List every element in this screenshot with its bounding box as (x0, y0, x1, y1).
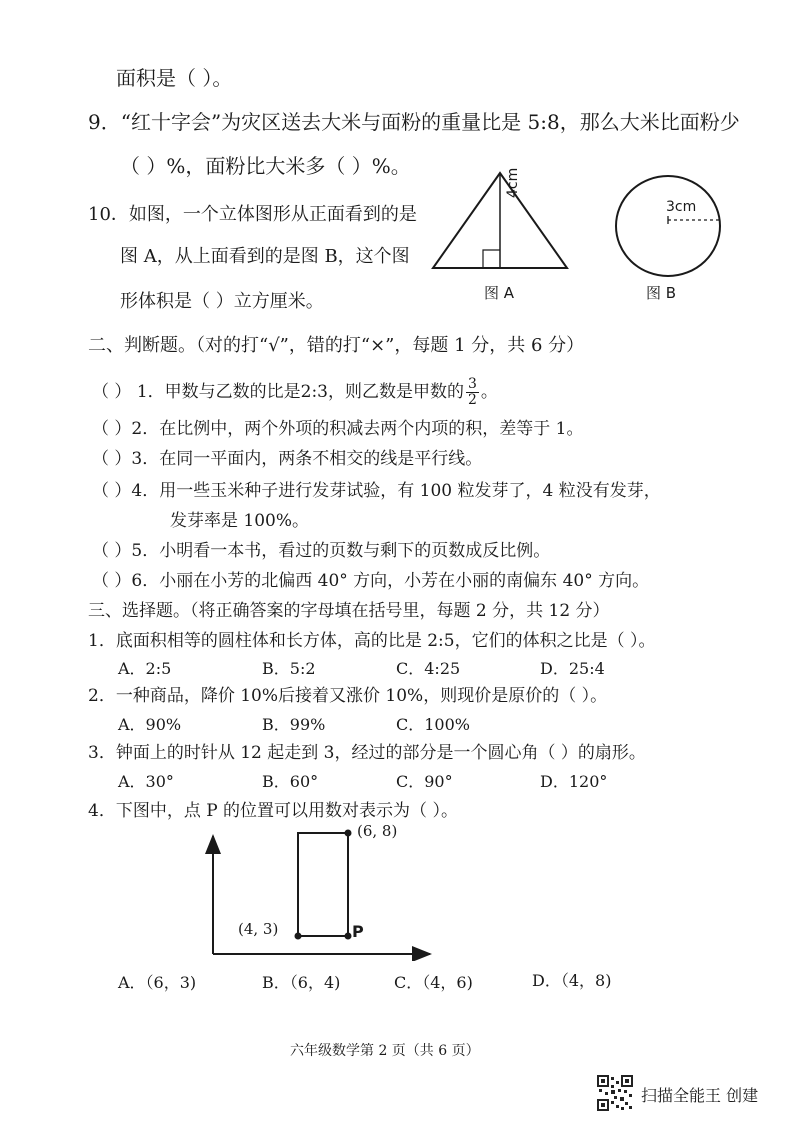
q10-line1: 10．如图，一个立体图形从正面看到的是 (88, 204, 417, 225)
point-label-4-3: (4, 3) (238, 920, 279, 938)
choice-q1-d[interactable]: D．25:4 (540, 659, 605, 678)
choice-q2-a[interactable]: A．90% (118, 715, 182, 734)
judgment-paren[interactable]: （ ） (92, 541, 132, 561)
judgment-paren[interactable]: （ ） (92, 571, 132, 591)
fraction-3-2: $\frac{3}{2}$ (468, 376, 477, 408)
choice-q3-b[interactable]: B．60° (262, 772, 319, 791)
q10-line2: 图 A，从上面看到的是图 B，这个图 (120, 246, 410, 267)
choice-q2-c[interactable]: C．100% (396, 715, 470, 734)
choice-q1-a[interactable]: A．2:5 (118, 659, 172, 678)
qr-code-icon (597, 1075, 633, 1111)
figure-a-triangle (425, 168, 575, 273)
point-label-p: P (352, 922, 364, 941)
q8-continuation: 面积是（ ）。 (116, 66, 233, 90)
judgment-paren[interactable]: （ ） (92, 449, 132, 469)
choice-q2: 2．一种商品，降价 10%后接着又涨价 10%，则现价是原价的（ ）。 (88, 686, 608, 706)
scanner-watermark: 扫描全能王 创建 (641, 1086, 759, 1105)
choice-q3: 3．钟面上的时针从 12 起走到 3，经过的部分是一个圆心角（ ）的扇形。 (88, 743, 646, 763)
choice-q1-c[interactable]: C．4:25 (396, 659, 461, 678)
figure-b-circle (612, 172, 724, 280)
judgment-paren[interactable]: （ ） (92, 382, 132, 402)
figure-a-height-label: 4cm (505, 167, 521, 198)
coordinate-figure (200, 826, 440, 961)
judgment-text: 4．用一些玉米种子进行发芽试验，有 100 粒发芽了，4 粒没有发芽， (131, 481, 661, 501)
figure-a-caption: 图 A (484, 284, 515, 302)
choice-q4-b[interactable]: B．（6，4) (262, 973, 341, 992)
choice-q1-b[interactable]: B．5:2 (262, 659, 316, 678)
judgment-paren[interactable]: （ ） (92, 419, 132, 439)
q9-line2: （ ）%，面粉比大米多（ ）%。 (120, 154, 411, 178)
judgment-item-5 (92, 536, 550, 561)
judgment-heading: 二、判断题。（对的打“√”，错的打“×”，每题 1 分，共 6 分） (88, 335, 585, 356)
q10-line3: 形体积是（ ）立方厘米。 (120, 291, 324, 312)
judgment-text: 3．在同一平面内，两条不相交的线是平行线。 (131, 449, 483, 469)
judgment-text: 5．小明看一本书，看过的页数与剩下的页数成反比例。 (131, 541, 551, 561)
point-label-6-8: (6, 8) (357, 822, 398, 840)
judgment-text: 1．甲数与乙数的比是2:3，则乙数是甲数的 (136, 382, 464, 402)
judgment-text: 2．在比例中，两个外项的积减去两个内项的积，差等于 1。 (131, 419, 584, 439)
figure-b-caption: 图 B (646, 284, 677, 302)
page-footer: 六年级数学第 2 页（共 6 页） (290, 1043, 480, 1059)
choice-q1: 1．底面积相等的圆柱体和长方体，高的比是 2:5，它们的体积之比是（ ）。 (88, 631, 656, 651)
judgment-paren[interactable]: （ ） (92, 481, 132, 501)
choice-q4: 4．下图中，点 P 的位置可以用数对表示为（ ）。 (88, 801, 458, 821)
choice-q4-d[interactable]: D．（4，8) (532, 971, 612, 990)
point-6-8 (345, 830, 352, 837)
choice-q4-c[interactable]: C．（4，6) (394, 973, 473, 992)
rectangle-shape (298, 833, 348, 936)
judgment-item-2 (92, 414, 583, 439)
choice-q3-a[interactable]: A．30° (118, 772, 174, 791)
choice-q3-c[interactable]: C．90° (396, 772, 453, 791)
q9-line1: 9．“红十字会”为灾区送去大米与面粉的重量比是 5:8，那么大米比面粉少 (88, 110, 740, 134)
point-p (345, 933, 352, 940)
judgment-item-3 (92, 444, 482, 469)
figure-b-radius-label: 3cm (666, 199, 697, 215)
choice-q4-a[interactable]: A．（6，3) (118, 973, 197, 992)
judgment-item-6 (92, 566, 649, 591)
choice-q3-d[interactable]: D．120° (540, 772, 608, 791)
point-4-3 (295, 933, 302, 940)
judgment-text: 6．小丽在小芳的北偏西 40° 方向，小芳在小丽的南偏东 40° 方向。 (131, 571, 650, 591)
choice-q2-b[interactable]: B．99% (262, 715, 326, 734)
judgment-item-4 (92, 476, 661, 501)
judgment-item-1: （ ） 1．甲数与乙数的比是2:3，则乙数是甲数的 $\frac{3}{2}$ 。 (92, 376, 498, 408)
choice-heading: 三、选择题。（将正确答案的字母填在括号里，每题 2 分，共 12 分） (88, 601, 610, 621)
judgment-item-4-cont: 发芽率是 100%。 (170, 511, 310, 531)
